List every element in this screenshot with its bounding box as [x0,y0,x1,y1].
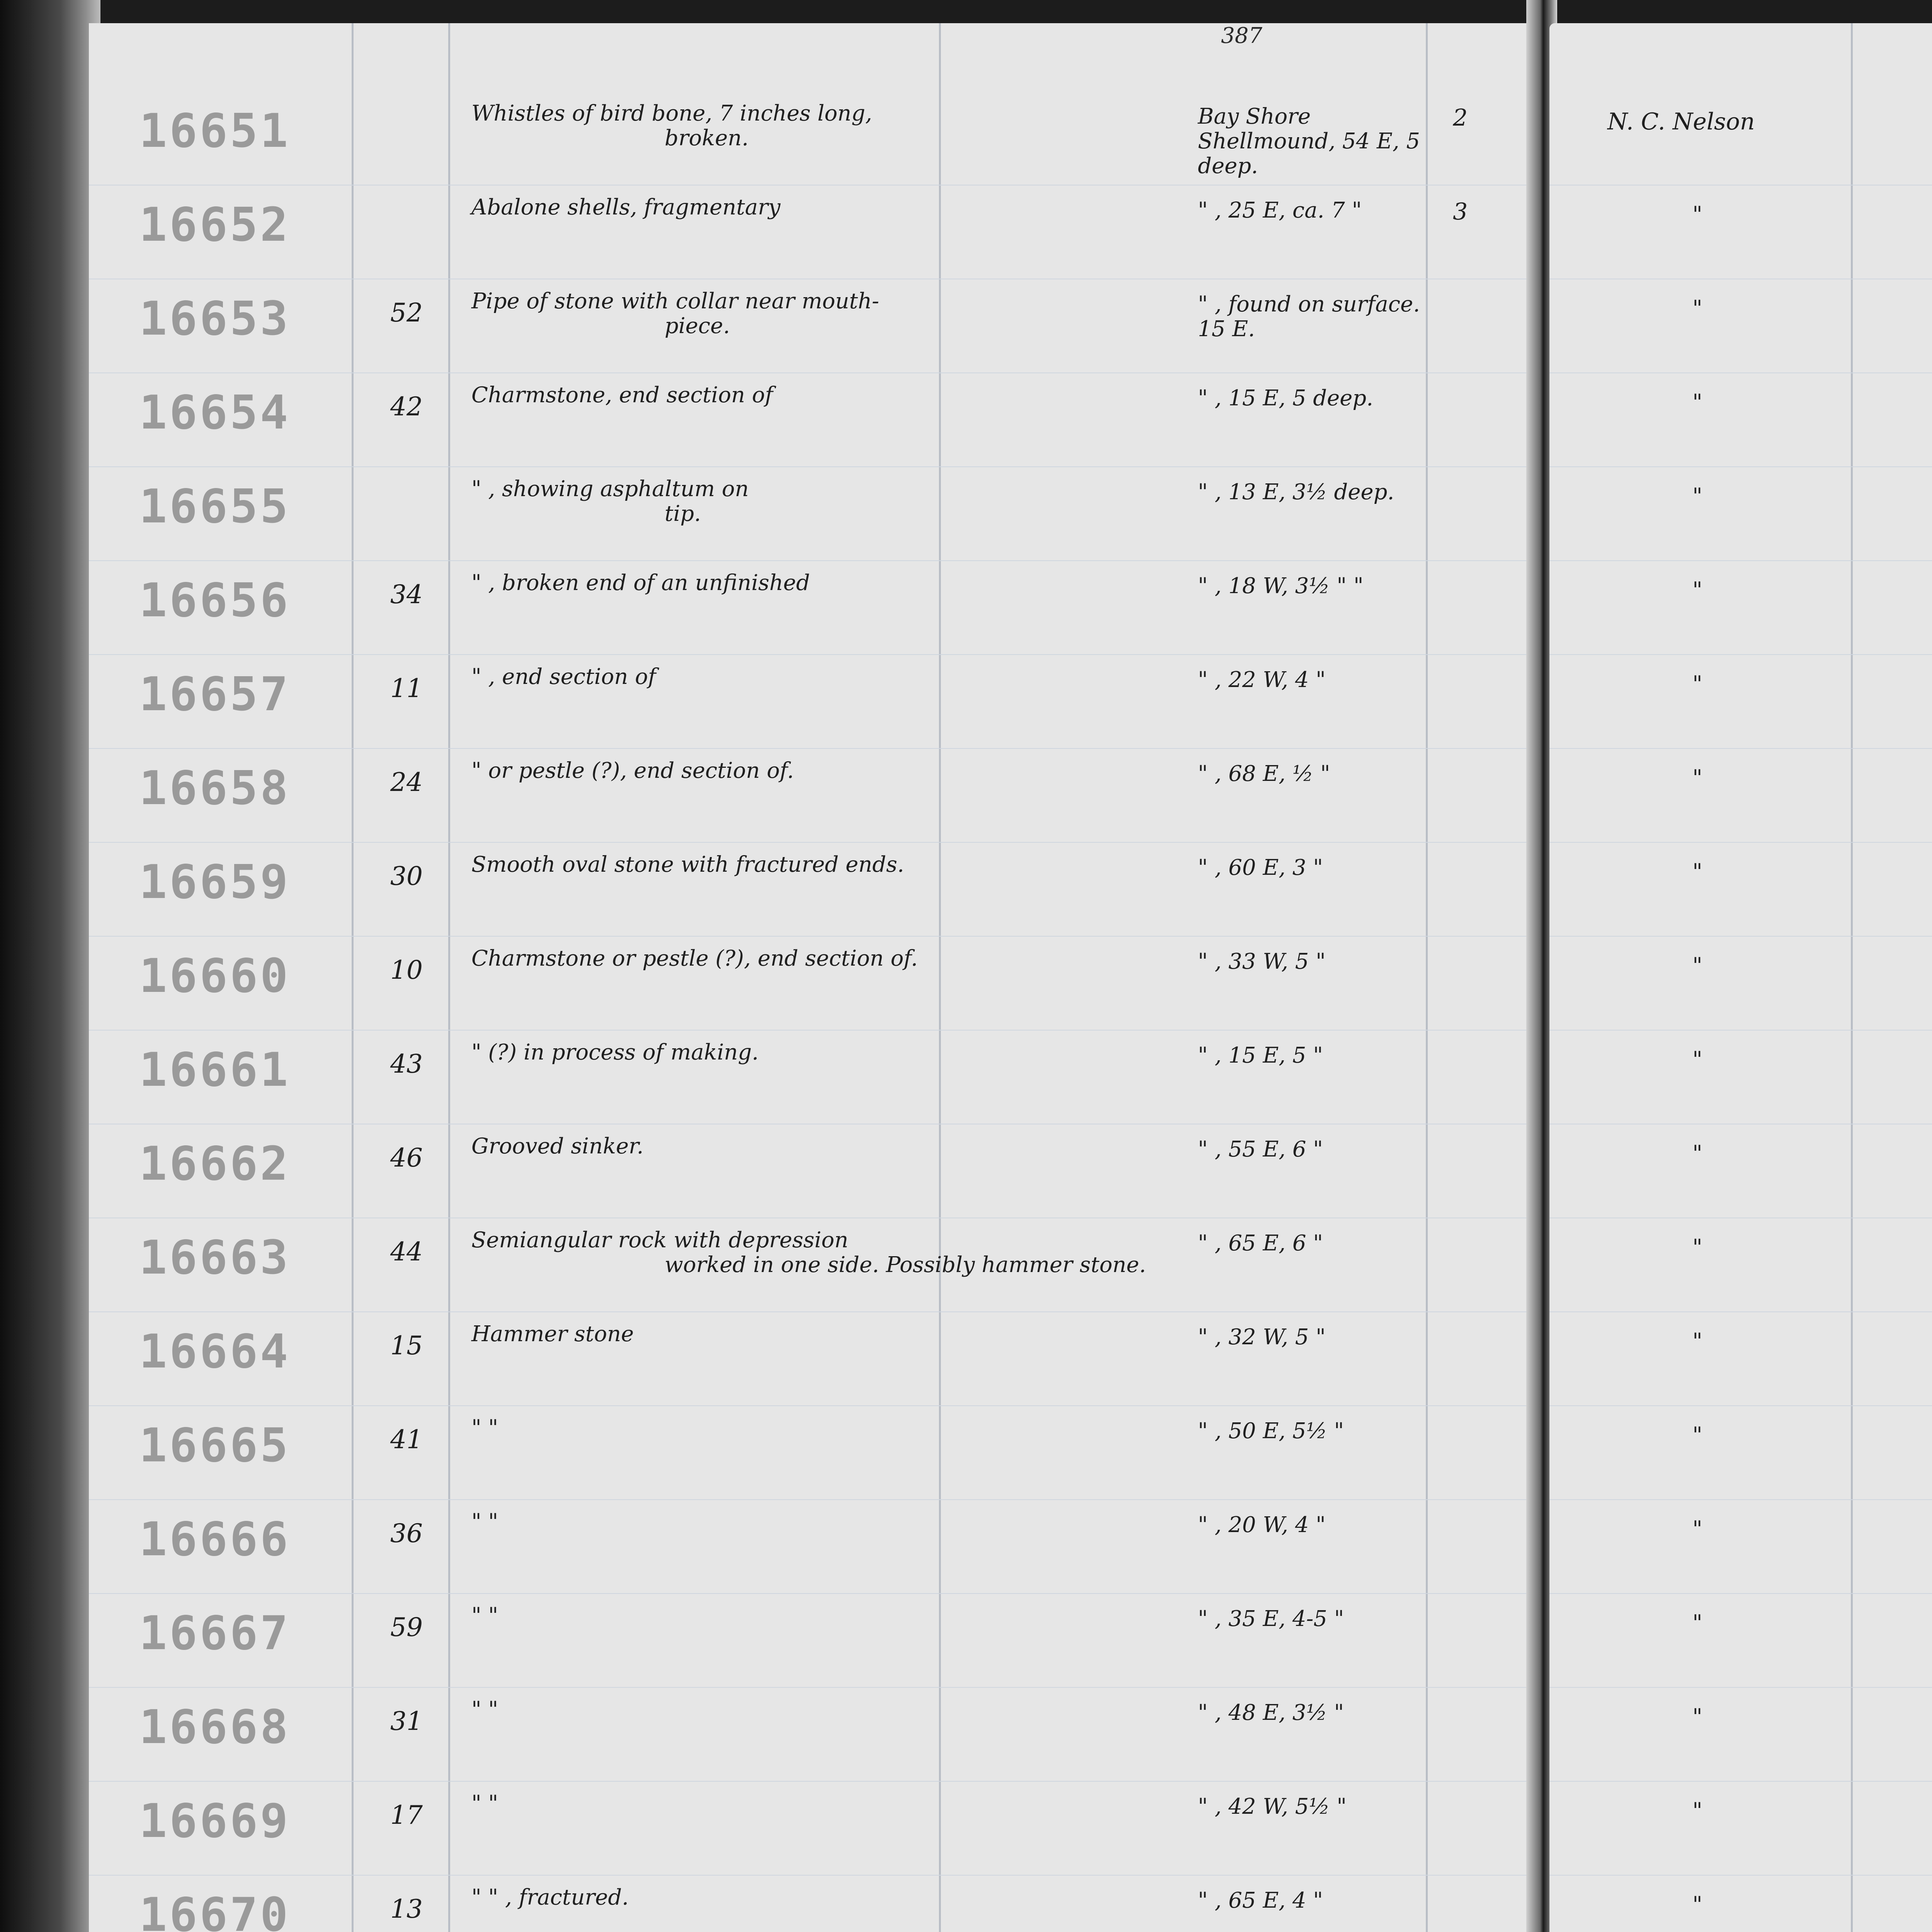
row-rule [1549,1687,1932,1688]
description-line-2: piece. [665,313,730,338]
row-rule [1549,842,1932,843]
locality: " , 25 E, ca. 7 " [1198,198,1362,223]
table-row [1549,1032,1932,1124]
description [471,1322,1206,1347]
description-line-1: " (?) in process of making. [471,1040,759,1065]
catalog-number: 16653 [139,292,291,346]
description [471,1416,1206,1440]
table-row [89,656,1534,749]
row-rule [1549,1311,1932,1312]
table-row [1549,938,1932,1031]
table-row [89,1595,1534,1688]
table-row [1549,1689,1932,1782]
table-row [1549,562,1932,655]
row-rule [89,654,1534,655]
description-line-1: " " [471,1791,498,1816]
description-line-1: " or pestle (?), end section of. [471,758,794,783]
field-number: 46 [390,1143,423,1173]
table-row [89,1407,1534,1500]
table-row [89,1313,1534,1406]
description [471,1885,1206,1910]
description [471,852,1206,877]
row-rule [89,1781,1534,1782]
table-row [1549,281,1932,373]
row-rule [89,1593,1534,1594]
row-rule [89,372,1534,373]
row-rule [1549,654,1932,655]
description [471,1791,1206,1816]
table-row [89,1501,1534,1594]
table-row [89,938,1534,1031]
field-number: 59 [390,1612,423,1642]
field-number: 31 [390,1706,423,1736]
ledger-left-page [89,23,1534,1932]
description-line-1: Whistles of bird bone, 7 inches long, [471,101,872,126]
collector: " [1692,1047,1702,1072]
collector: " [1692,578,1702,603]
description [471,1040,1206,1065]
row-rule [89,842,1534,843]
description [471,1228,1206,1277]
description-line-1: Grooved sinker. [471,1134,644,1159]
locality: " , 15 E, 5 " [1198,1043,1323,1068]
row-rule [89,936,1534,937]
row-rule [89,1030,1534,1031]
field-number: 10 [390,955,423,985]
catalog-number: 16661 [139,1043,291,1097]
locality: " , 68 E, ½ " [1198,761,1330,786]
row-rule [1549,560,1932,561]
description-line-2: tip. [665,501,701,526]
row-rule [89,560,1534,561]
collector: " [1692,859,1702,884]
catalog-number: 16651 [139,104,291,158]
table-row [1549,1877,1932,1932]
catalog-number: 16654 [139,386,291,440]
table-row [1549,750,1932,843]
table-row [1549,1407,1932,1500]
locality: Bay Shore Shellmound, 54 E, 5 deep. [1198,104,1420,179]
table-row [89,1689,1534,1782]
table-row [1549,187,1932,279]
field-number: 52 [390,298,423,328]
table-row [89,187,1534,279]
description [471,1604,1206,1628]
row-rule [1549,1499,1932,1500]
catalog-number: 16670 [139,1888,291,1932]
collector: " [1692,1141,1702,1166]
catalog-number: 16657 [139,668,291,721]
table-row [1549,1126,1932,1218]
description-line-1: Semiangular rock with depression [471,1228,849,1253]
description [471,101,1206,151]
field-number: 17 [390,1800,423,1830]
description-line-1: " " [471,1697,498,1722]
collector: " [1692,484,1702,509]
box-number: 3 [1453,198,1468,225]
row-rule [89,1405,1534,1406]
table-row [1549,1219,1932,1312]
row-rule [1549,1781,1932,1782]
field-number: 30 [390,861,423,891]
row-rule [89,748,1534,749]
collector: N. C. Nelson [1607,108,1755,135]
description-line-1: " " [471,1509,498,1534]
locality: " , found on surface. 15 E. [1198,292,1420,342]
table-row [89,93,1534,185]
collector: " [1692,1423,1702,1448]
catalog-number: 16664 [139,1325,291,1379]
description-line-1: Charmstone or pestle (?), end section of. [471,946,918,971]
description [471,665,1206,689]
row-rule [1549,372,1932,373]
table-row [1549,1783,1932,1876]
table-row [1549,1313,1932,1406]
field-number: 36 [390,1519,423,1548]
locality: " , 50 E, 5½ " [1198,1418,1344,1444]
table-row [89,1783,1534,1876]
locality: " , 33 W, 5 " [1198,949,1326,974]
collector: " [1692,1892,1702,1917]
collector: " [1692,296,1702,321]
catalog-number: 16662 [139,1137,291,1191]
description-line-2: broken. [665,126,749,151]
catalog-number: 16658 [139,762,291,815]
locality: " , 60 E, 3 " [1198,855,1323,880]
field-number: 15 [390,1331,423,1361]
locality: " , 20 W, 4 " [1198,1512,1326,1537]
catalog-number: 16668 [139,1701,291,1754]
description-line-1: Pipe of stone with collar near mouth- [471,289,879,314]
book-spine-left [0,0,100,1932]
field-number: 24 [390,767,423,797]
description [471,383,1206,408]
locality: " , 18 W, 3½ " " [1198,573,1364,599]
table-row [89,281,1534,373]
catalog-number: 16667 [139,1607,291,1660]
catalog-number: 16652 [139,198,291,252]
collector: " [1692,202,1702,227]
collector: " [1692,1235,1702,1260]
field-number: 13 [390,1894,423,1924]
locality: " , 65 E, 4 " [1198,1888,1323,1913]
ledger-right-page [1549,23,1932,1932]
catalog-number: 16669 [139,1794,291,1848]
description-line-1: " " , fractured. [471,1885,629,1910]
catalog-number: 16655 [139,480,291,534]
description [471,195,1206,220]
description-line-1: " , end section of [471,664,656,689]
row-rule [1549,466,1932,467]
description-line-1: " " [471,1603,498,1628]
locality: " , 32 W, 5 " [1198,1325,1326,1350]
table-row [1549,93,1932,185]
collector: " [1692,672,1702,697]
row-rule [1549,1875,1932,1876]
table-row [89,1032,1534,1124]
description-line-1: " , showing asphaltum on [471,476,749,502]
locality: " , 65 E, 6 " [1198,1231,1323,1256]
box-number: 2 [1453,104,1468,131]
row-rule [89,1499,1534,1500]
collector: " [1692,390,1702,415]
page-number-mark: 387 [1221,23,1262,48]
table-row [1549,374,1932,467]
locality: " , 48 E, 3½ " [1198,1700,1344,1725]
locality: " , 22 W, 4 " [1198,667,1326,692]
collector: " [1692,1798,1702,1823]
row-rule [1549,1030,1932,1031]
description [471,1510,1206,1534]
table-row [89,844,1534,937]
table-row [1549,1595,1932,1688]
catalog-number: 16656 [139,574,291,628]
table-row [89,1877,1534,1932]
field-number: 43 [390,1049,423,1079]
row-rule [1549,748,1932,749]
field-number: 41 [390,1425,423,1454]
description [471,289,1206,338]
table-row [89,374,1534,467]
table-row [89,1219,1534,1312]
field-number: 11 [390,673,423,703]
table-row [1549,844,1932,937]
catalog-number: 16660 [139,949,291,1003]
row-rule [89,1687,1534,1688]
row-rule [1549,936,1932,937]
description-line-2: worked in one side. Possibly hammer stone. [665,1252,1146,1277]
catalog-number: 16663 [139,1231,291,1285]
table-row [89,562,1534,655]
description-line-1: " , broken end of an unfinished [471,570,810,595]
description [471,477,1206,526]
collector: " [1692,953,1702,978]
locality: " , 13 E, 3½ deep. [1198,480,1395,505]
row-rule [89,1311,1534,1312]
description-line-1: Smooth oval stone with fractured ends. [471,852,904,877]
row-rule [89,1875,1534,1876]
locality: " , 55 E, 6 " [1198,1137,1323,1162]
description-line-1: Abalone shells, fragmentary [471,195,781,220]
row-rule [89,466,1534,467]
row-rule [1549,1405,1932,1406]
field-number: 34 [390,580,423,609]
table-row [1549,468,1932,561]
description [471,946,1206,971]
description [471,571,1206,595]
table-row [89,468,1534,561]
description [471,1697,1206,1722]
collector: " [1692,1329,1702,1354]
collector: " [1692,1704,1702,1730]
description-line-1: Charmstone, end section of [471,383,773,408]
collector: " [1692,1611,1702,1636]
catalog-number: 16666 [139,1513,291,1566]
field-number: 44 [390,1237,423,1267]
table-row [89,1126,1534,1218]
catalog-number: 16659 [139,855,291,909]
locality: " , 35 E, 4-5 " [1198,1606,1344,1631]
description [471,1134,1206,1159]
description-line-1: Hammer stone [471,1321,634,1347]
locality: " , 42 W, 5½ " [1198,1794,1347,1819]
description [471,759,1206,783]
table-row [1549,656,1932,749]
table-row [89,750,1534,843]
locality: " , 15 E, 5 deep. [1198,386,1373,411]
field-number: 42 [390,392,423,422]
collector: " [1692,1517,1702,1542]
collector: " [1692,765,1702,791]
row-rule [1549,1593,1932,1594]
catalog-number: 16665 [139,1419,291,1473]
table-row [1549,1501,1932,1594]
description-line-1: " " [471,1415,498,1440]
